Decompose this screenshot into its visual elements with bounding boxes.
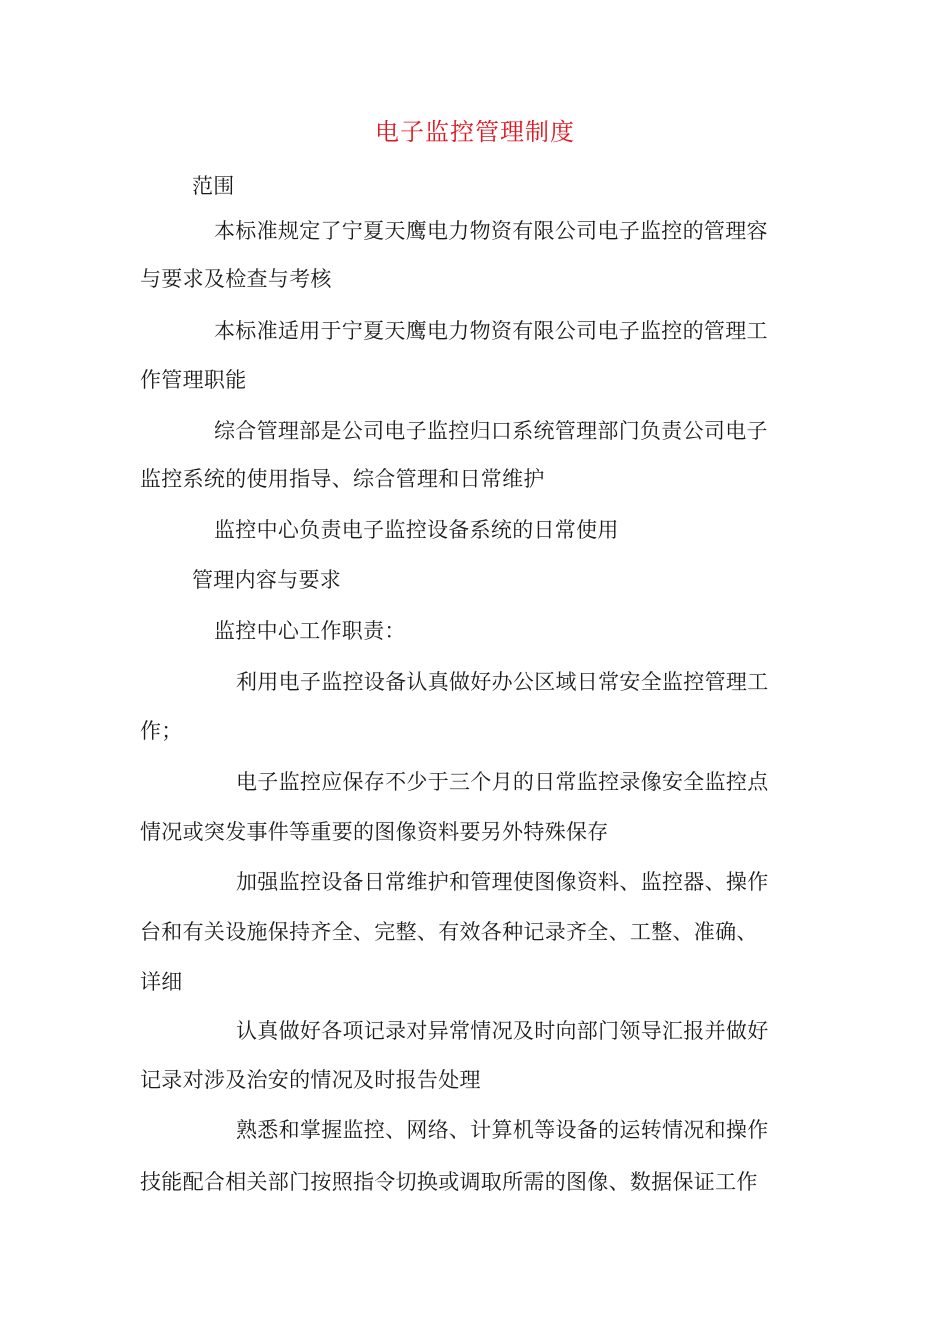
paragraph-line: 电子监控应保存不少于三个月的日常监控录像安全监控点	[236, 770, 769, 794]
section-heading-scope: 范围	[192, 174, 235, 198]
paragraph-line: 认真做好各项记录对异常情况及时向部门领导汇报并做好	[236, 1019, 769, 1043]
subsection-heading: 监控中心工作职责：	[214, 619, 406, 643]
paragraph-line: 监控中心负责电子监控设备系统的日常使用	[214, 518, 619, 542]
paragraph-line: 台和有关设施保持齐全、完整、有效各种记录齐全、工整、准确、	[140, 920, 758, 944]
paragraph-line: 监控系统的使用指导、综合管理和日常维护	[140, 467, 545, 491]
paragraph-line: 作；	[140, 719, 183, 743]
paragraph-line: 详细	[140, 970, 183, 994]
paragraph-line: 综合管理部是公司电子监控归口系统管理部门负责公司电子	[214, 419, 768, 443]
paragraph-line: 本标准适用于宁夏天鹰电力物资有限公司电子监控的管理工	[214, 319, 768, 343]
section-heading-content: 管理内容与要求	[192, 568, 342, 592]
paragraph-line: 记录对涉及治安的情况及时报告处理	[140, 1068, 481, 1092]
paragraph-line: 作管理职能	[140, 368, 247, 392]
paragraph-line: 与要求及检查与考核	[140, 267, 332, 291]
paragraph-line: 利用电子监控设备认真做好办公区域日常安全监控管理工	[236, 670, 769, 694]
paragraph-line: 情况或突发事件等重要的图像资料要另外特殊保存	[140, 820, 609, 844]
paragraph-line: 熟悉和掌握监控、网络、计算机等设备的运转情况和操作	[236, 1118, 769, 1142]
paragraph-line: 加强监控设备日常维护和管理使图像资料、监控器、操作	[236, 870, 769, 894]
document-title: 电子监控管理制度	[375, 118, 575, 146]
paragraph-line: 技能配合相关部门按照指令切换或调取所需的图像、数据保证工作	[140, 1170, 758, 1194]
paragraph-line: 本标准规定了宁夏天鹰电力物资有限公司电子监控的管理容	[214, 219, 768, 243]
